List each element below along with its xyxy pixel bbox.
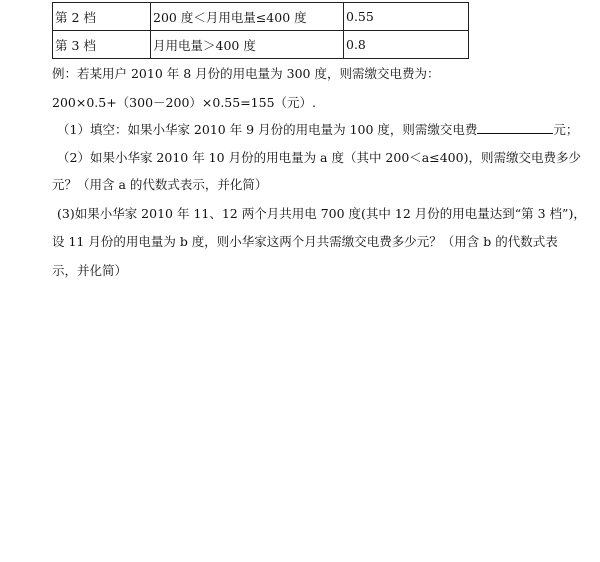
tier-cell: 第 2 档 [53, 3, 151, 31]
range-cell: 月用电量＞400 度 [151, 31, 344, 59]
question-1-text: （1）填空：如果小华家 2010 年 9 月份的用电量为 100 度，则需缴交电费 [57, 122, 478, 137]
table-row [53, 31, 469, 59]
answer-blank [477, 121, 553, 134]
question-2-line-2: 元？（用含 a 的代数式表示，并化简） [52, 177, 268, 192]
range-cell: 200 度＜月用电量≤400 度 [151, 3, 344, 31]
table-row [53, 3, 469, 31]
question-3-line-3: 示，并化简） [52, 263, 128, 278]
tier-cell: 第 3 档 [53, 31, 151, 59]
price-cell: 0.55 [344, 3, 469, 31]
question-1 [57, 121, 578, 138]
example-calculation: 200×0.5+（300－200）×0.55=155（元）. [52, 95, 317, 110]
question-2-line-1: （2）如果小华家 2010 年 10 月份的用电量为 a 度（其中 200＜a≤400)，则需缴交电费多少 [57, 150, 581, 165]
question-1-unit: 元； [553, 122, 579, 137]
tariff-table [52, 2, 469, 59]
example-intro: 例：若某用户 2010 年 8 月份的用电量为 300 度，则需缴交电费为： [52, 66, 440, 81]
question-3-line-2: 设 11 月份的用电量为 b 度，则小华家这两个月共需缴交电费多少元？（用含 b 的代数式表 [52, 234, 558, 249]
price-cell: 0.8 [344, 31, 469, 59]
question-3-line-1: (3)如果小华家 2010 年 11、12 两个月共用电 700 度(其中 12 月份的用电量达到“第 3 档”)， [57, 206, 586, 221]
